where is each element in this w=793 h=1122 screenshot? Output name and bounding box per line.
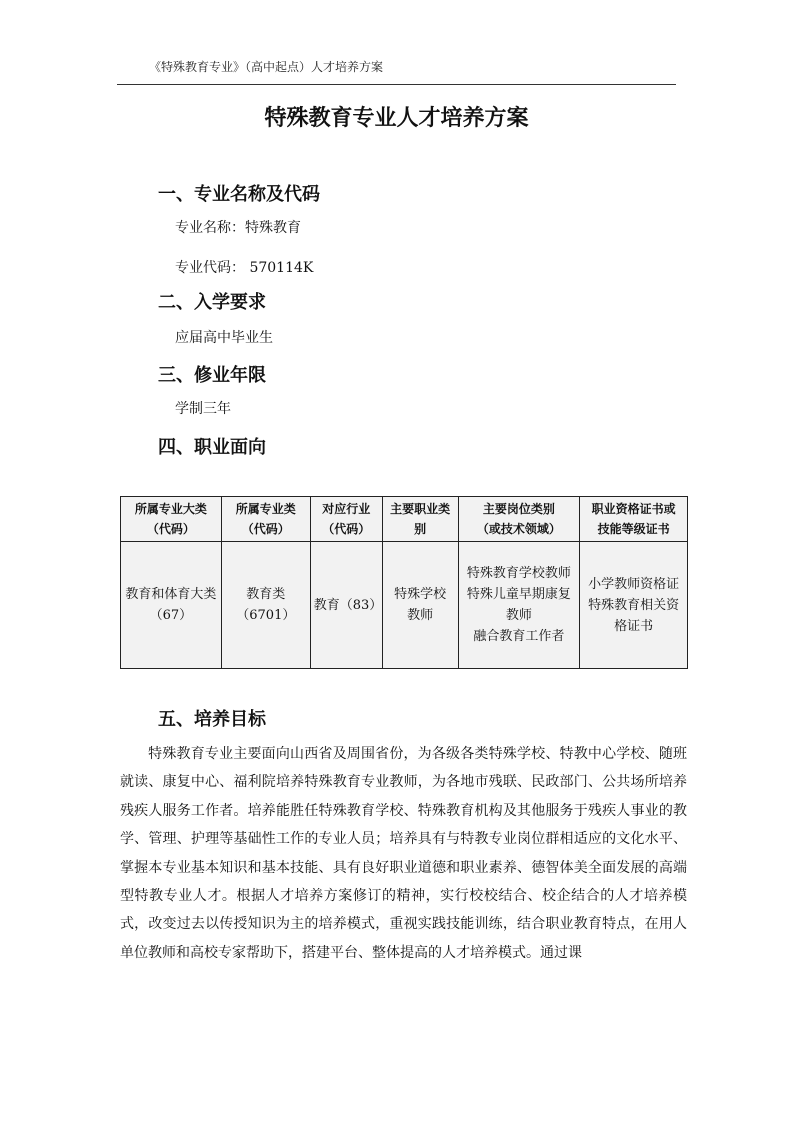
section-heading-major-code: 一、专业名称及代码: [158, 184, 320, 205]
section-heading-duration: 三、修业年限: [158, 365, 266, 386]
header-cell-industry: 对应行业 （代码）: [310, 497, 382, 542]
cell-occupation: 特殊学校 教师: [382, 542, 458, 669]
header-divider: [117, 84, 676, 85]
major-code-line: 专业代码： 570114K: [175, 260, 314, 276]
admission-text: 应届高中毕业生: [175, 330, 273, 346]
career-orientation-table: [120, 496, 688, 669]
table-header-row: [121, 497, 688, 542]
cell-class: 教育类 （6701）: [221, 542, 310, 669]
header-cell-certificate: 职业资格证书或 技能等级证书: [580, 497, 688, 542]
table-row: [121, 542, 688, 669]
header-cell-position: 主要岗位类别 （或技术领域）: [458, 497, 580, 542]
header-cell-category: 所属专业大类 （代码）: [121, 497, 222, 542]
cell-category: 教育和体育大类 （67）: [121, 542, 222, 669]
header-cell-class: 所属专业类 （代码）: [221, 497, 310, 542]
cell-position: 特殊教育学校教师 特殊儿童早期康复 教师 融合教育工作者: [458, 542, 580, 669]
objectives-paragraph: [120, 740, 687, 967]
section-heading-objectives: 五、培养目标: [158, 709, 266, 730]
cell-industry: 教育（83）: [310, 542, 382, 669]
objectives-text: 特殊教育专业主要面向山西省及周围省份，为各级各类特殊学校、特教中心学校、随班就读、康复中心、福利院培养特殊教育专业教师，为各地市残联、民政部门、公共场所培养残疾人服务工作者。培养能胜任特殊教育学校、特殊教育机构及其他服务于残疾人事业的教学、管理、护理等基础性工作的专业人员；培养具有与特教专业岗位群相适应的文化水平、掌握本专业基本知识和基本技能、具有良好职业道德和职业素养、德智体美全面发展的高端型特教专业人才。根据人才培养方案修订的精神，实行校校结合、校企结合的人才培养模式，改变过去以传授知识为主的培养模式，重视实践技能训练，结合职业教育特点，在用人单位教师和高校专家帮助下，搭建平台、整体提高的人才培养模式。通过课: [120, 746, 687, 961]
section-heading-career: 四、职业面向: [158, 437, 266, 458]
cell-certificate: 小学教师资格证 特殊教育相关资 格证书: [580, 542, 688, 669]
page-header: 《特殊教育专业》（高中起点）人才培养方案: [149, 60, 384, 74]
duration-text: 学制三年: [175, 401, 231, 417]
header-cell-occupation: 主要职业类别: [382, 497, 458, 542]
document-title: 特殊教育专业人才培养方案: [264, 106, 529, 131]
major-name-line: 专业名称：特殊教育: [175, 220, 301, 236]
section-heading-admission: 二、入学要求: [158, 292, 266, 313]
